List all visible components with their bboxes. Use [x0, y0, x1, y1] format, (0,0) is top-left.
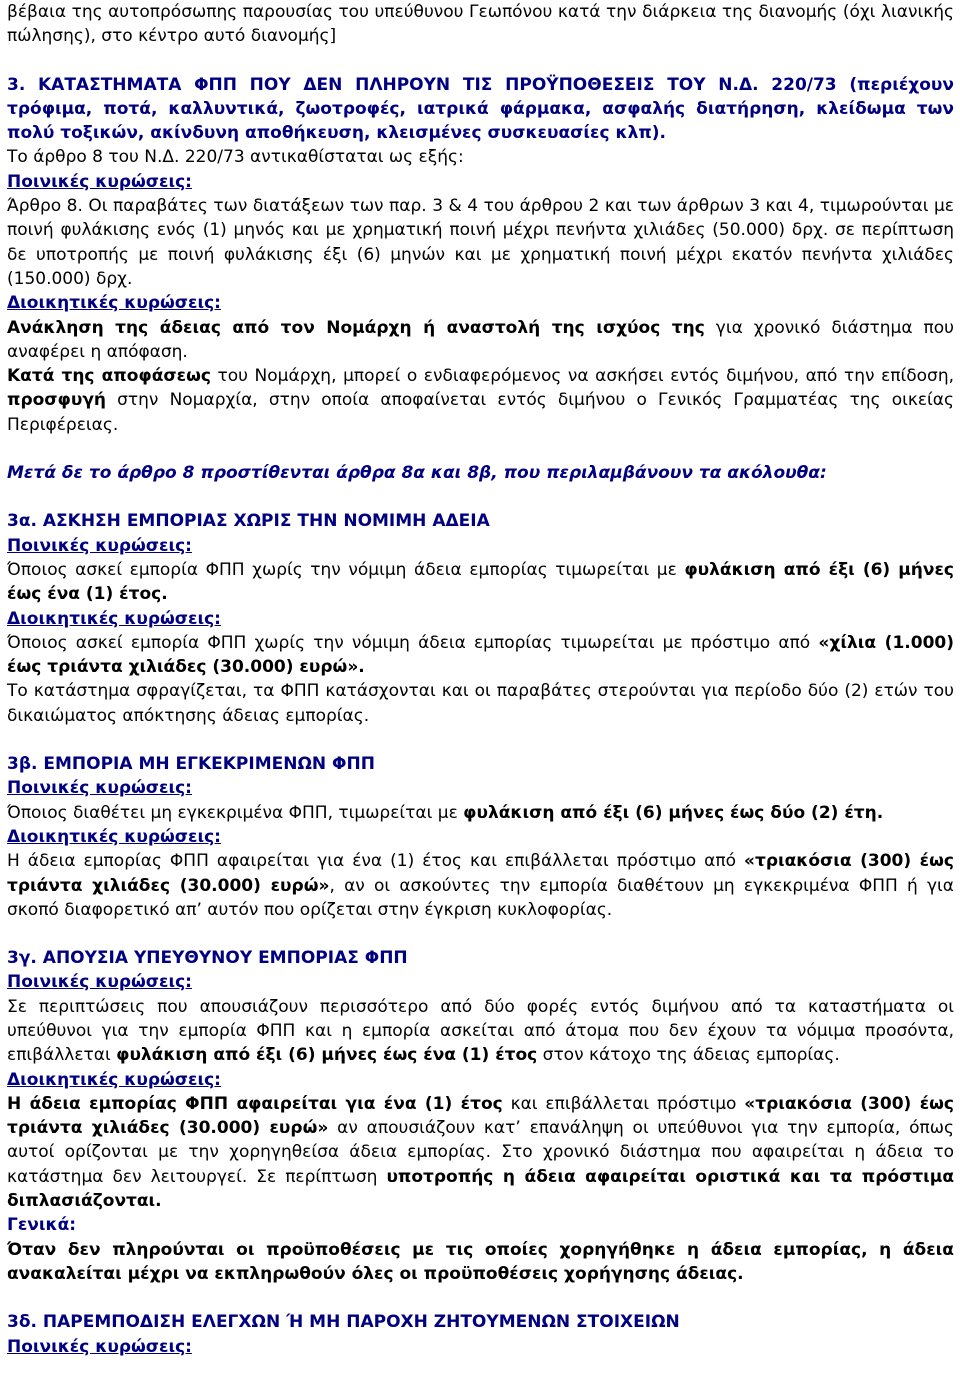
section-3-penal-text: Άρθρο 8. Οι παραβάτες των διατάξεων των παρ. 3 & 4 του άρθρου 2 και των άρθρων 3 και 4, τιμωρούνται με ποινή φυλάκισης ενός (1) μηνός και με χρηματική ποινή μέχρι πενήντα χιλιάδες (50.000) δρχ. σε περίπτωση δε υποτροπής με ποινή φυλάκισης έξι (6) μηνών και με χρηματική ποινή μέχρι εκατόν πενήντα χιλιάδες (150.000) δρχ.: [7, 196, 954, 289]
section-3b-penal-label: Ποινικές κυρώσεις:: [7, 778, 192, 799]
section-3c-penal-text: Σε περιπτώσεις που απουσιάζουν περισσότερο από δύο φορές εντός διμήνου από τα καταστήματα οι υπεύθυνοι για την εμπορία ΦΠΠ και η εμπορία ασκείται από άτομα που δεν έχουν τα νόμιμα προσόντα, επιβάλλεται φυλάκιση από έξι (6) μήνες έως ένα (1) έτος στον κάτοχο της άδειας εμπορίας.: [7, 996, 954, 1066]
section-3c-heading: 3γ. ΑΠΟΥΣΙΑ ΥΠΕΥΘΥΝΟΥ ΕΜΠΟΡΙΑΣ ΦΠΠ: [7, 948, 408, 969]
section-3-heading: 3. ΚΑΤΑΣΤΗΜΑΤΑ ΦΠΠ ΠΟΥ ΔΕΝ ΠΛΗΡΟΥΝ ΤΙΣ ΠΡΟΫΠΟΘΕΣΕΙΣ ΤΟΥ Ν.Δ. 220/73 (περιέχουν τρόφιμα, ποτά, καλλυντικά, ζωοτροφές, ιατρικά φάρμακα, ασφαλής διατήρηση, κλείδωμα των πολύ τοξικών, ακίνδυνη αποθήκευση, κλεισμένες συσκευασίες κλπ).: [7, 74, 954, 144]
section-3-appeal-text: Κατά της αποφάσεως του Νομάρχη, μπορεί ο ενδιαφερόμενος να ασκήσει εντός διμήνου, από την επίδοση, προσφυγή στην Νομαρχία, στην οποία αποφαίνεται εντός διμήνου ο Γενικός Γραμματέας της οικείας Περιφέρειας.: [7, 366, 954, 435]
section-3a-penal-text: Όποιος ασκεί εμπορία ΦΠΠ χωρίς την νόμιμη άδεια εμπορίας τιμωρείται με φυλάκιση από έξι (6) μήνες έως ένα (1) έτος.: [7, 559, 955, 605]
section-3c-general-label: Γενικά:: [7, 1215, 77, 1236]
section-3a-seal-text: Το κατάστημα σφραγίζεται, τα ΦΠΠ κατάσχονται και οι παραβάτες στερούνται για περίοδο δύο (2) ετών του δικαιώματος απόκτησης άδειας εμπορίας.: [7, 681, 954, 726]
section-3b-heading: 3β. ΕΜΠΟΡΙΑ ΜΗ ΕΓΚΕΚΡΙΜΕΝΩΝ ΦΠΠ: [7, 754, 375, 775]
section-3b-admin-label: Διοικητικές κυρώσεις:: [7, 826, 221, 847]
section-3d-penal-label: Ποινικές κυρώσεις:: [7, 1336, 192, 1357]
section-3c-penal-label: Ποινικές κυρώσεις:: [7, 972, 192, 993]
section-3a-admin-label: Διοικητικές κυρώσεις:: [7, 608, 221, 629]
article-note: Μετά δε το άρθρο 8 προστίθενται άρθρα 8α και 8β, που περιλαμβάνουν τα ακόλουθα:: [7, 463, 827, 484]
section-3d-heading: 3δ. ΠΑΡΕΜΠΟΔΙΣΗ ΕΛΕΓΧΩΝ Ή ΜΗ ΠΑΡΟΧΗ ΖΗΤΟΥΜΕΝΩΝ ΣΤΟΙΧΕΙΩΝ: [7, 1312, 680, 1333]
section-3-penal-label: Ποινικές κυρώσεις:: [7, 171, 192, 192]
section-3b-penal-text: Όποιος διαθέτει μη εγκεκριμένα ΦΠΠ, τιμωρείται με φυλάκιση από έξι (6) μήνες έως δύο (2) έτη.: [7, 802, 884, 823]
replace-line: Το άρθρο 8 του Ν.Δ. 220/73 αντικαθίσταται ως εξής:: [7, 147, 464, 168]
section-3a-heading: 3α. ΑΣΚΗΣΗ ΕΜΠΟΡΙΑΣ ΧΩΡΙΣ ΤΗΝ ΝΟΜΙΜΗ ΑΔΕΙΑ: [7, 511, 490, 532]
section-3c-admin-label: Διοικητικές κυρώσεις:: [7, 1069, 221, 1090]
section-3a-penal-label: Ποινικές κυρώσεις:: [7, 535, 192, 556]
section-3-admin-text: Ανάκληση της άδειας από τον Νομάρχη ή αναστολή της ισχύος της για χρονικό διάστημα που αναφέρει η απόφαση.: [7, 317, 955, 362]
section-3c-admin-text: Η άδεια εμπορίας ΦΠΠ αφαιρείται για ένα (1) έτος και επιβάλλεται πρόστιμο «τριακόσια (300) έως τριάντα χιλιάδες (30.000) ευρώ» αν απουσιάζουν κατ’ επανάληψη οι υπεύθυνοι για την εμπορία, όπως αυτοί ορίζονται με την χορηγηθείσα άδεια εμπορίας. Στο χρονικό διάστημα που αφαιρείται η άδεια το κατάστημα δεν λειτουργεί. Σε περίπτωση υποτροπής η άδεια αφαιρείται οριστικά και τα πρόστιμα διπλασιάζονται.: [7, 1093, 955, 1212]
section-3a-admin-text: Όποιος ασκεί εμπορία ΦΠΠ χωρίς την νόμιμη άδεια εμπορίας τιμωρείται με πρόστιμο από «χίλια (1.000) έως τριάντα χιλιάδες (30.000) ευρώ».: [7, 632, 954, 678]
section-3c-general-text: Όταν δεν πληρούνται οι προϋποθέσεις με τις οποίες χορηγήθηκε η άδεια εμπορίας, η άδεια ανακαλείται μέχρι να εκπληρωθούν όλες οι προϋποθέσεις χορήγησης άδειας.: [7, 1239, 954, 1284]
section-3-admin-label: Διοικητικές κυρώσεις:: [7, 293, 221, 314]
intro-paragraph: βέβαια της αυτοπρόσωπης παρουσίας του υπεύθυνου Γεωπόνου κατά την διάρκεια της διανομής (όχι λιανικής πώλησης), στο κέντρο αυτό διανομής]: [7, 2, 954, 47]
section-3b-admin-text: Η άδεια εμπορίας ΦΠΠ αφαιρείται για ένα (1) έτος και επιβάλλεται πρόστιμο από «τριακόσια (300) έως τριάντα χιλιάδες (30.000) ευρώ», αν οι ασκούντες την εμπορία διαθέτουν μη εγκεκριμένα ΦΠΠ ή για σκοπό διαφορετικό απ’ αυτόν που ορίζεται στην έγκριση κυκλοφορίας.: [7, 851, 954, 920]
